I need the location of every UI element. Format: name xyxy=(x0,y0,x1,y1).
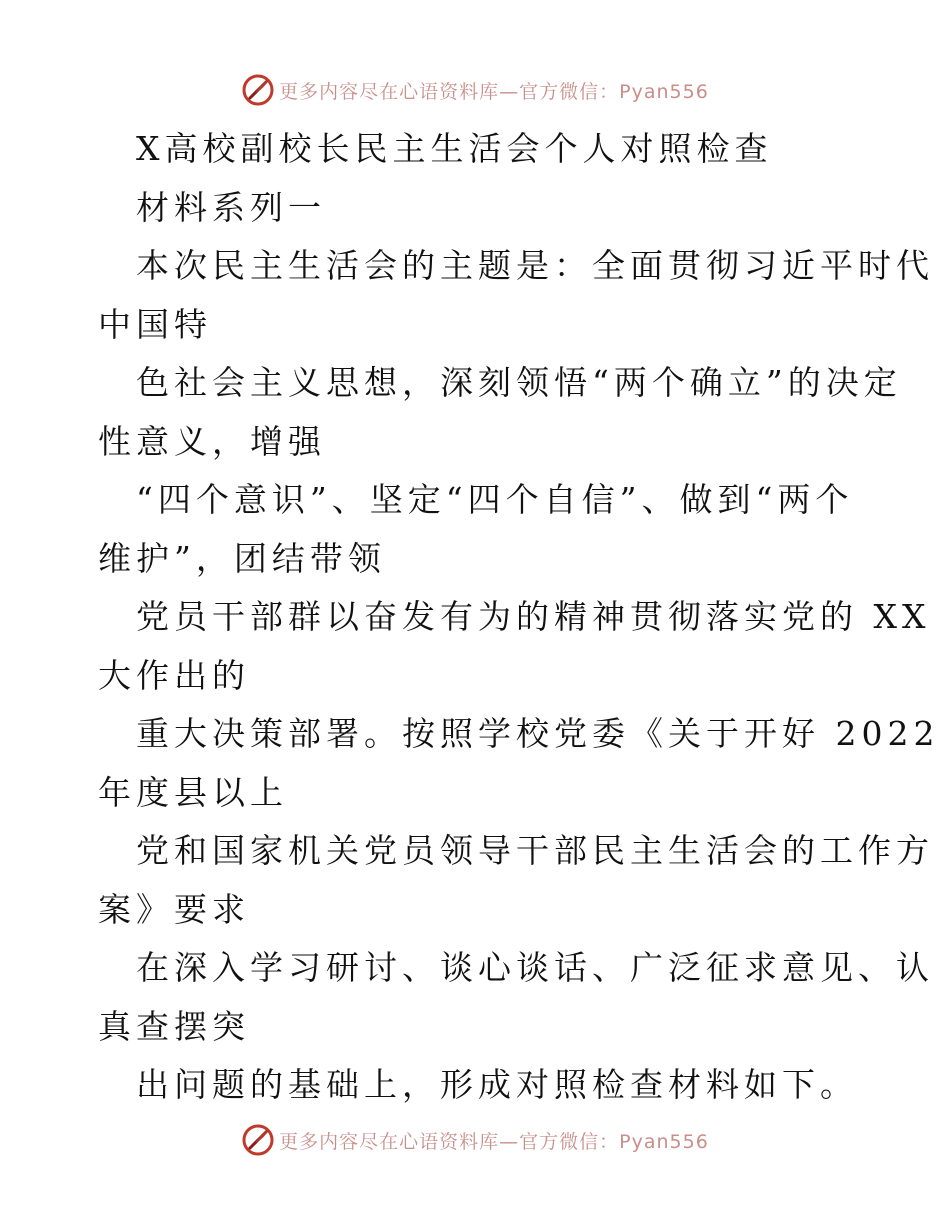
text-line: 年度县以上 xyxy=(98,772,288,812)
feather-logo-icon xyxy=(241,73,275,107)
text-line: 出问题的基础上，形成对照检查材料如下。 xyxy=(136,1065,858,1104)
text-line: 重大决策部署。按照学校党委《关于开好 2022 xyxy=(136,714,940,753)
text-line: 党员干部群以奋发有为的精神贯彻落实党的 XX xyxy=(136,597,931,636)
document-body xyxy=(98,120,940,1115)
text-line: “四个意识”、坚定“四个自信”、做到“两个 xyxy=(136,480,854,519)
text-line: 在深入学习研讨、谈心谈话、广泛征求意见、认 xyxy=(136,948,934,987)
text-line: 大作出的 xyxy=(98,655,250,695)
text-line: 性意义，增强 xyxy=(98,421,326,461)
text-line: 中国特 xyxy=(98,304,212,344)
text-line: 材料系列一 xyxy=(136,187,326,227)
watermark-banner-bottom xyxy=(0,1120,950,1160)
text-line: 色社会主义思想，深刻领悟“两个确立”的决定 xyxy=(136,363,902,402)
feather-logo-icon xyxy=(241,1123,275,1157)
text-line: 本次民主生活会的主题是：全面贯彻习近平时代 xyxy=(136,246,934,285)
watermark-text: 更多内容尽在心语资料库—官方微信：Pyan556 xyxy=(279,80,709,103)
watermark-banner-top xyxy=(0,70,950,110)
text-line: 维护”，团结带领 xyxy=(98,538,386,578)
watermark-text: 更多内容尽在心语资料库—官方微信：Pyan556 xyxy=(279,1130,709,1153)
text-line: X高校副校长民主生活会个人对照检查 xyxy=(136,129,773,168)
text-line: 党和国家机关党员领导干部民主生活会的工作方 xyxy=(136,831,934,870)
text-line: 真查摆突 xyxy=(98,1006,250,1046)
text-line: 案》要求 xyxy=(98,889,250,929)
